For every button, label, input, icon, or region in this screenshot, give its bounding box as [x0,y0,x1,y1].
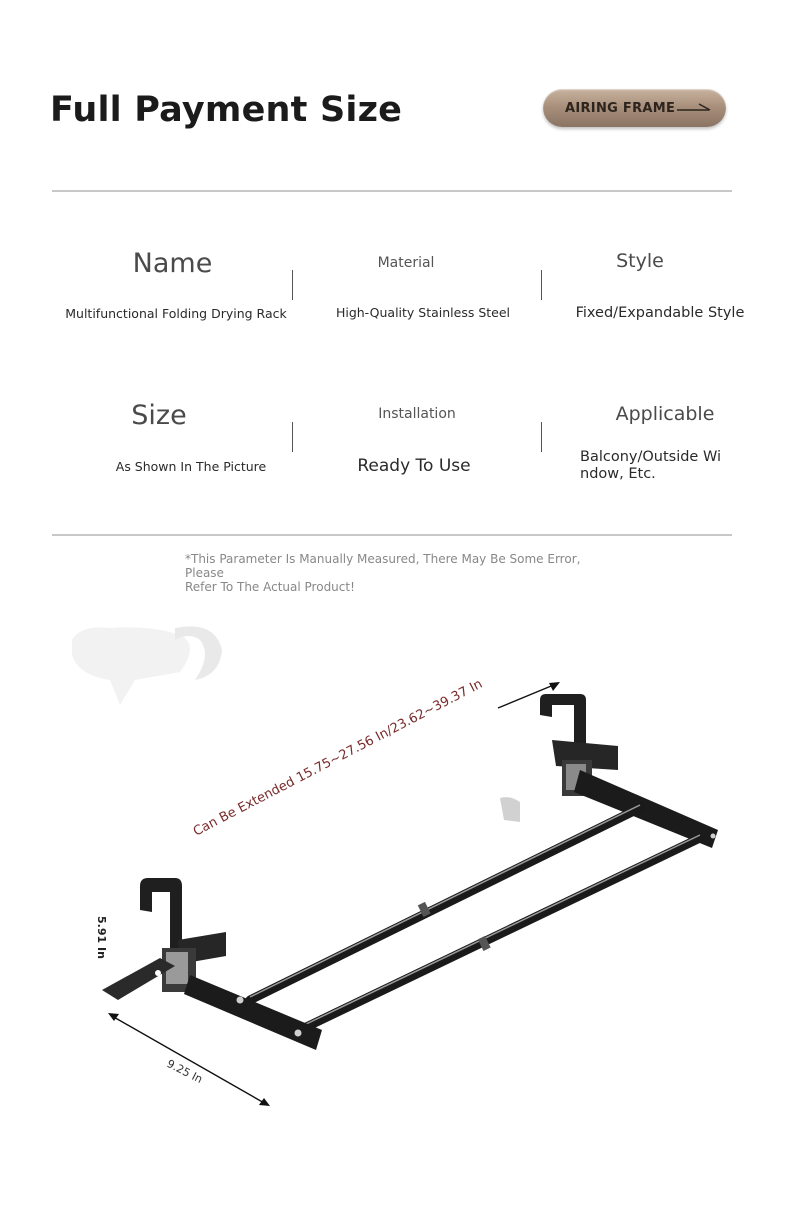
spec-value-material: High-Quality Stainless Steel [335,305,511,320]
depth-dimension-label: 9.25 In [164,1057,205,1087]
divider [292,422,293,452]
spec-value-applicable-line1: Balcony/Outside Wi [580,449,722,465]
airing-frame-badge [543,89,726,127]
spec-label-style: Style [616,250,664,272]
near-arm [184,975,322,1050]
divider [541,270,542,300]
page-title: Full Payment Size [50,90,403,130]
divider [541,422,542,452]
measurement-note [185,552,605,594]
arrow-right-icon [677,102,713,114]
spec-label-installation: Installation [378,406,456,422]
right-wall-bracket [500,694,618,822]
spec-label-applicable: Applicable [615,403,715,425]
spec-value-installation: Ready To Use [357,456,471,476]
left-wall-bracket [102,878,226,1000]
drying-rods [250,805,700,1030]
drying-rack-illustration [0,600,790,1230]
spec-value-name: Multifunctional Folding Drying Rack [65,306,287,321]
badge-label: AIRING FRAME [565,100,676,116]
bottom-divider [52,534,732,536]
spec-label-size: Size [131,400,187,431]
top-divider [52,190,732,192]
measurement-note-line1: *This Parameter Is Manually Measured, There May Be Some Error, Please [185,552,581,580]
depth-arrow [108,1013,270,1106]
spec-value-applicable [580,449,721,483]
measurement-note-line2: Refer To The Actual Product! [185,580,355,594]
spec-value-size: As Shown In The Picture [115,459,267,474]
extension-dimension-label: Can Be Extended 15.75~27.56 In/23.62~39.37 In [190,676,486,840]
divider [292,270,293,300]
spec-value-style: Fixed/Expandable Style [575,305,745,321]
watermark-logo [72,626,222,705]
spec-value-applicable-line2: ndow, Etc. [580,466,656,482]
spec-label-name: Name [132,248,213,279]
height-dimension-label: 5.91 In [95,916,108,959]
spec-label-material: Material [377,255,435,271]
